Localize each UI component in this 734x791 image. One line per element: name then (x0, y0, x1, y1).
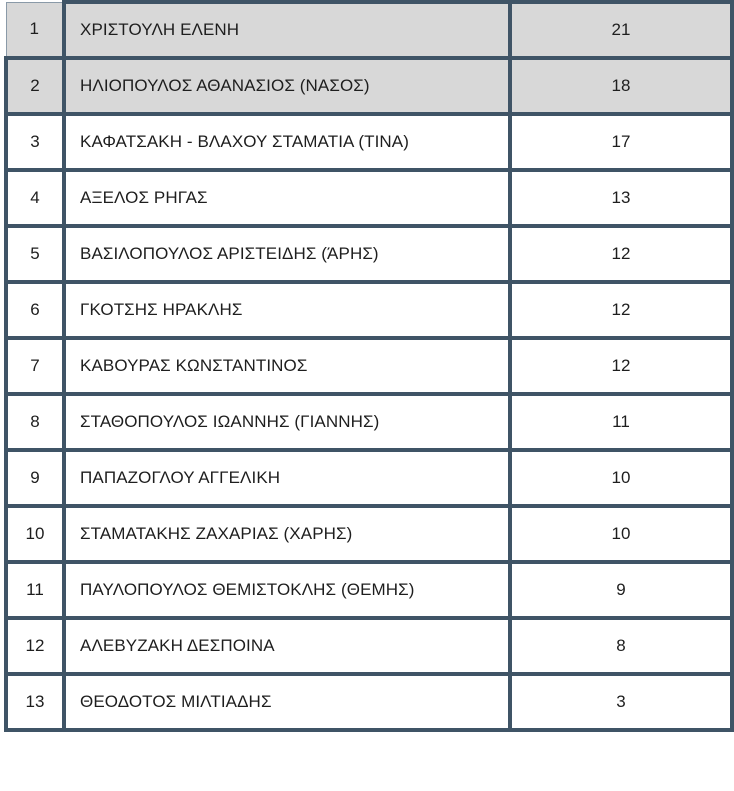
name-cell: ΚΑΒΟΥΡΑΣ ΚΩΝΣΤΑΝΤΙΝΟΣ (64, 338, 510, 394)
table-row (6, 226, 732, 282)
votes-cell: 10 (510, 450, 732, 506)
rank-cell: 5 (6, 226, 64, 282)
name-cell: ΒΑΣΙΛΟΠΟΥΛΟΣ ΑΡΙΣΤΕΙΔΗΣ (ΆΡΗΣ) (64, 226, 510, 282)
rank-cell: 3 (6, 114, 64, 170)
votes-cell: 12 (510, 338, 732, 394)
table-row (6, 506, 732, 562)
votes-cell: 11 (510, 394, 732, 450)
rank-cell: 13 (6, 674, 64, 730)
name-cell: ΠΑΠΑΖΟΓΛΟΥ ΑΓΓΕΛΙΚΗ (64, 450, 510, 506)
rank-cell: 10 (6, 506, 64, 562)
table-row (6, 394, 732, 450)
table-row (6, 282, 732, 338)
name-cell: ΑΛΕΒΥΖΑΚΗ ΔΕΣΠΟΙΝΑ (64, 618, 510, 674)
name-cell: ΚΑΦΑΤΣΑΚΗ - ΒΛΑΧΟΥ ΣΤΑΜΑΤΙΑ (ΤΙΝΑ) (64, 114, 510, 170)
table-row (6, 562, 732, 618)
votes-cell: 12 (510, 226, 732, 282)
name-cell: ΘΕΟΔΟΤΟΣ ΜΙΛΤΙΑΔΗΣ (64, 674, 510, 730)
name-cell: ΗΛΙΟΠΟΥΛΟΣ ΑΘΑΝΑΣΙΟΣ (ΝΑΣΟΣ) (64, 58, 510, 114)
rank-cell: 1 (6, 2, 64, 58)
rank-cell: 11 (6, 562, 64, 618)
table-row (6, 2, 732, 58)
votes-cell: 3 (510, 674, 732, 730)
name-cell: ΧΡΙΣΤΟΥΛΗ ΕΛΕΝΗ (64, 2, 510, 58)
rank-cell: 8 (6, 394, 64, 450)
results-table (4, 0, 734, 732)
rank-cell: 4 (6, 170, 64, 226)
votes-cell: 13 (510, 170, 732, 226)
rank-cell: 12 (6, 618, 64, 674)
name-cell: ΣΤΑΜΑΤΑΚΗΣ ΖΑΧΑΡΙΑΣ (ΧΑΡΗΣ) (64, 506, 510, 562)
rank-cell: 2 (6, 58, 64, 114)
votes-cell: 17 (510, 114, 732, 170)
name-cell: ΠΑΥΛΟΠΟΥΛΟΣ ΘΕΜΙΣΤΟΚΛΗΣ (ΘΕΜΗΣ) (64, 562, 510, 618)
rank-cell: 9 (6, 450, 64, 506)
name-cell: ΓΚΟΤΣΗΣ ΗΡΑΚΛΗΣ (64, 282, 510, 338)
table-row (6, 450, 732, 506)
rank-cell: 7 (6, 338, 64, 394)
votes-cell: 10 (510, 506, 732, 562)
table-row (6, 114, 732, 170)
table-row (6, 58, 732, 114)
rank-cell: 6 (6, 282, 64, 338)
name-cell: ΣΤΑΘΟΠΟΥΛΟΣ ΙΩΑΝΝΗΣ (ΓΙΑΝΝΗΣ) (64, 394, 510, 450)
votes-cell: 9 (510, 562, 732, 618)
table-row (6, 338, 732, 394)
name-cell: ΑΞΕΛΟΣ ΡΗΓΑΣ (64, 170, 510, 226)
votes-cell: 18 (510, 58, 732, 114)
table-row (6, 618, 732, 674)
votes-cell: 12 (510, 282, 732, 338)
table-row (6, 674, 732, 730)
votes-cell: 21 (510, 2, 732, 58)
table-row (6, 170, 732, 226)
votes-cell: 8 (510, 618, 732, 674)
